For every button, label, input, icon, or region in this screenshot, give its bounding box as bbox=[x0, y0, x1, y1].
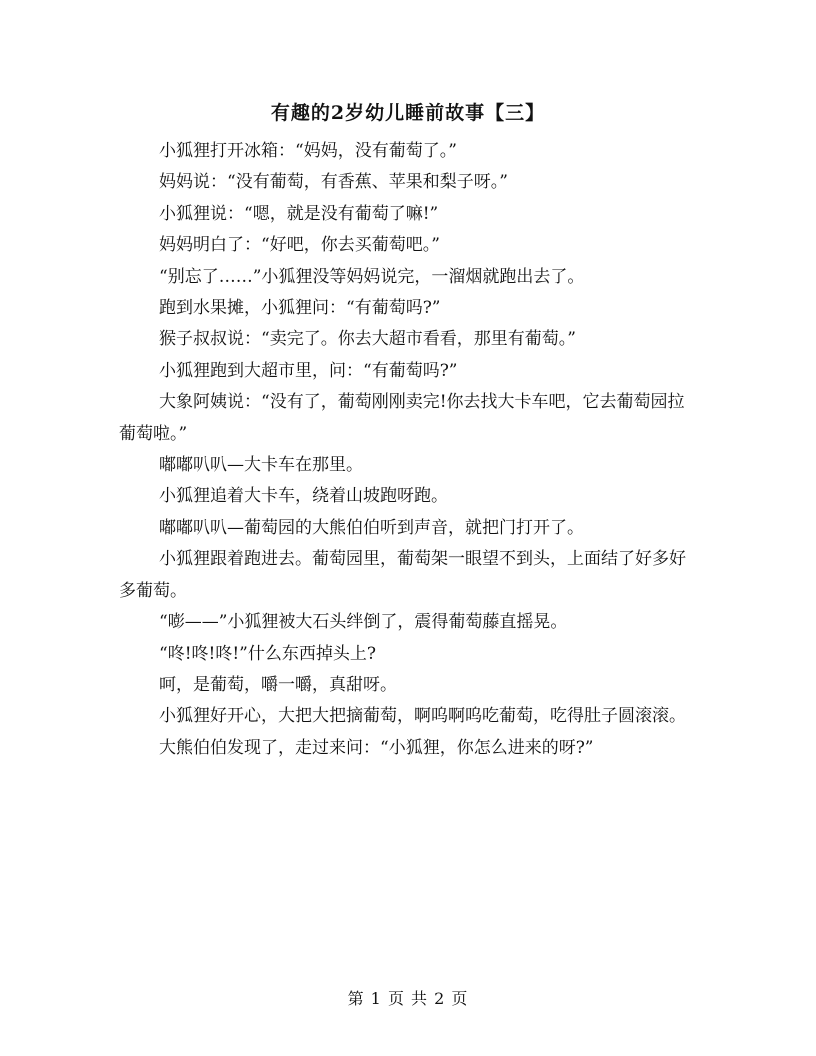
paragraph: 嘟嘟叭叭—葡萄园的大熊伯伯听到声音，就把门打开了。 bbox=[159, 517, 584, 538]
paragraph: “别忘了……”小狐狸没等妈妈说完，一溜烟就跑出去了。 bbox=[159, 266, 585, 287]
paragraph: 小狐狸追着大卡车，绕着山坡跑呀跑。 bbox=[159, 486, 448, 507]
story-body bbox=[119, 136, 699, 764]
page-title: 有趣的2岁幼儿睡前故事【三】 bbox=[270, 102, 546, 124]
paragraph: “咚!咚!咚!”什么东西掉头上? bbox=[159, 643, 376, 664]
paragraph: 大象阿姨说：“没有了，葡萄刚刚卖完!你去找大卡车吧，它去葡萄园拉葡萄啦。” bbox=[119, 392, 685, 444]
paragraph: 小狐狸打开冰箱：“妈妈，没有葡萄了。” bbox=[159, 141, 457, 161]
paragraph: 妈妈说：“没有葡萄，有香蕉、苹果和梨子呀。” bbox=[159, 172, 508, 193]
paragraph: “嘭——”小狐狸被大石头绊倒了，震得葡萄藤直摇晃。 bbox=[159, 612, 568, 633]
paragraph: 妈妈明白了：“好吧，你去买葡萄吧。” bbox=[159, 235, 440, 256]
paragraph: 嘟嘟叭叭—大卡车在那里。 bbox=[159, 455, 363, 476]
paragraph: 小狐狸说：“嗯，就是没有葡萄了嘛!” bbox=[159, 203, 439, 224]
paragraph: 猴子叔叔说：“卖完了。你去大超市看看，那里有葡萄。” bbox=[159, 329, 576, 350]
paragraph: 呵，是葡萄，嚼一嚼，真甜呀。 bbox=[159, 674, 397, 695]
paragraph: 小狐狸跟着跑进去。葡萄园里，葡萄架一眼望不到头，上面结了好多好多葡萄。 bbox=[119, 549, 686, 601]
paragraph: 小狐狸好开心，大把大把摘葡萄，啊呜啊呜吃葡萄，吃得肚子圆滚滚。 bbox=[159, 706, 686, 727]
paragraph: 大熊伯伯发现了，走过来问：“小狐狸，你怎么进来的呀?” bbox=[159, 737, 594, 758]
paragraph: 小狐狸跑到大超市里，问：“有葡萄吗?” bbox=[159, 360, 458, 381]
paragraph: 跑到水果摊，小狐狸问：“有葡萄吗?” bbox=[159, 298, 441, 319]
page-number-footer: 第 1 页 共 2 页 bbox=[347, 989, 469, 1008]
